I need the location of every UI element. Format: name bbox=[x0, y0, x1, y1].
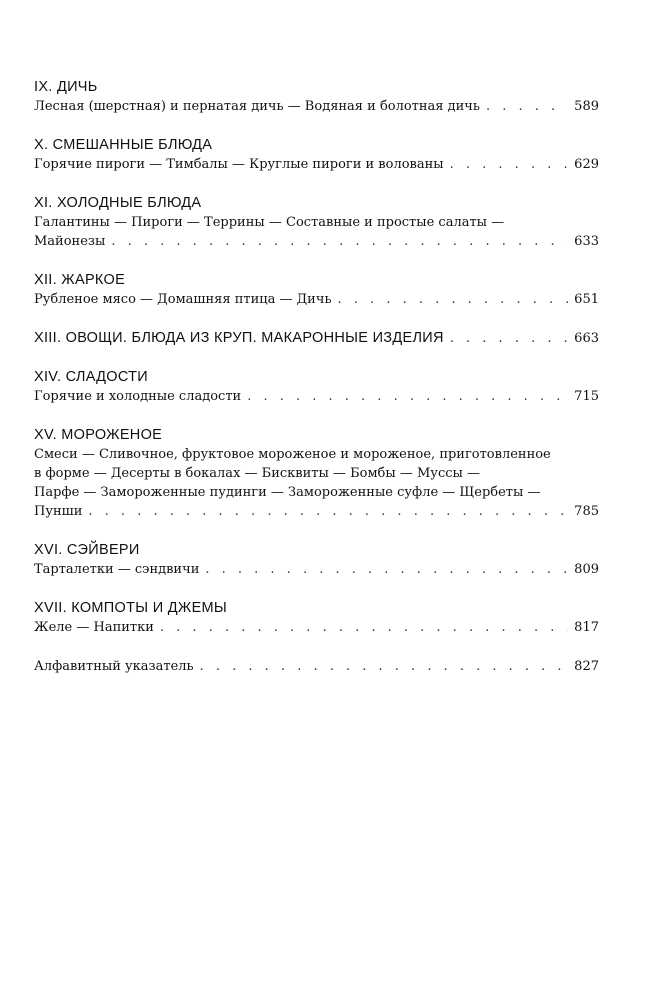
section-title: XIV. СЛАДОСТИ bbox=[34, 369, 149, 385]
page-number: 809 bbox=[574, 562, 599, 577]
entry-text: Желе — Напитки bbox=[34, 620, 154, 635]
dot-leader bbox=[111, 232, 568, 251]
entry-text: Пунши bbox=[34, 504, 83, 519]
entry-line: Галантины — Пироги — Террины — Составные и простые салаты — bbox=[34, 215, 505, 230]
entry-text: Рубленое мясо — Домашняя птица — Дичь bbox=[34, 292, 332, 307]
entry-text: Горячие и холодные сладости bbox=[34, 389, 242, 404]
toc-entry-index bbox=[34, 657, 599, 676]
section-title: XII. ЖАРКОЕ bbox=[34, 272, 126, 288]
toc-entry bbox=[34, 560, 599, 579]
toc-entry bbox=[34, 155, 599, 174]
section-title: XVII. КОМПОТЫ И ДЖЕМЫ bbox=[34, 600, 228, 616]
page-number: 715 bbox=[574, 389, 599, 404]
page-number: 663 bbox=[574, 331, 599, 346]
toc-entry bbox=[34, 502, 599, 521]
dot-leader bbox=[160, 618, 568, 637]
section-title: XV. МОРОЖЕНОЕ bbox=[34, 427, 163, 443]
section-title: IX. ДИЧЬ bbox=[34, 79, 98, 95]
entry-text: Лесная (шерстная) и пернатая дичь — Водяная и болотная дичь bbox=[34, 99, 480, 114]
dot-leader bbox=[486, 97, 568, 116]
page-number: 651 bbox=[574, 292, 599, 307]
toc-entry bbox=[34, 290, 599, 309]
section-xi bbox=[34, 194, 599, 251]
dot-leader bbox=[338, 290, 569, 309]
dot-leader bbox=[200, 657, 569, 676]
entry-line: Парфе — Замороженные пудинги — Замороженные суфле — Щербеты — bbox=[34, 485, 541, 500]
table-of-contents bbox=[34, 78, 599, 696]
dot-leader bbox=[205, 560, 568, 579]
section-title: X. СМЕШАННЫЕ БЛЮДА bbox=[34, 137, 213, 153]
page-number: 817 bbox=[574, 620, 599, 635]
dot-leader bbox=[450, 329, 568, 348]
entry-text: Майонезы bbox=[34, 234, 106, 249]
toc-entry bbox=[34, 97, 599, 116]
dot-leader bbox=[450, 155, 569, 174]
section-xiii bbox=[34, 329, 599, 348]
section-xii bbox=[34, 271, 599, 309]
page-number: 629 bbox=[574, 157, 599, 172]
page-number: 589 bbox=[574, 99, 599, 114]
toc-entry bbox=[34, 232, 599, 251]
section-title: XVI. СЭЙВЕРИ bbox=[34, 542, 140, 558]
page-number: 785 bbox=[574, 504, 599, 519]
section-ix bbox=[34, 78, 599, 116]
section-title: XI. ХОЛОДНЫЕ БЛЮДА bbox=[34, 195, 202, 211]
section-xvii bbox=[34, 599, 599, 637]
toc-title-entry bbox=[34, 329, 599, 348]
entry-line: в форме — Десерты в бокалах — Бисквиты — Бомбы — Муссы — bbox=[34, 466, 480, 481]
entry-line: Смеси — Сливочное, фруктовое мороженое и мороженое, приготовленное bbox=[34, 447, 551, 462]
entry-text: Тарталетки — сэндвичи bbox=[34, 562, 200, 577]
section-xvi bbox=[34, 541, 599, 579]
entry-text: Алфавитный указатель bbox=[34, 659, 194, 674]
entry-text: Горячие пироги — Тимбалы — Круглые пироги и волованы bbox=[34, 157, 444, 172]
toc-entry bbox=[34, 387, 599, 406]
section-index bbox=[34, 657, 599, 676]
dot-leader bbox=[247, 387, 568, 406]
page-number: 827 bbox=[574, 659, 599, 674]
dot-leader bbox=[88, 502, 568, 521]
section-title: XIII. ОВОЩИ. БЛЮДА ИЗ КРУП. МАКАРОННЫЕ ИЗДЕЛИЯ bbox=[34, 330, 444, 346]
toc-entry bbox=[34, 618, 599, 637]
page-number: 633 bbox=[574, 234, 599, 249]
section-xv bbox=[34, 426, 599, 521]
section-xiv bbox=[34, 368, 599, 406]
section-x bbox=[34, 136, 599, 174]
